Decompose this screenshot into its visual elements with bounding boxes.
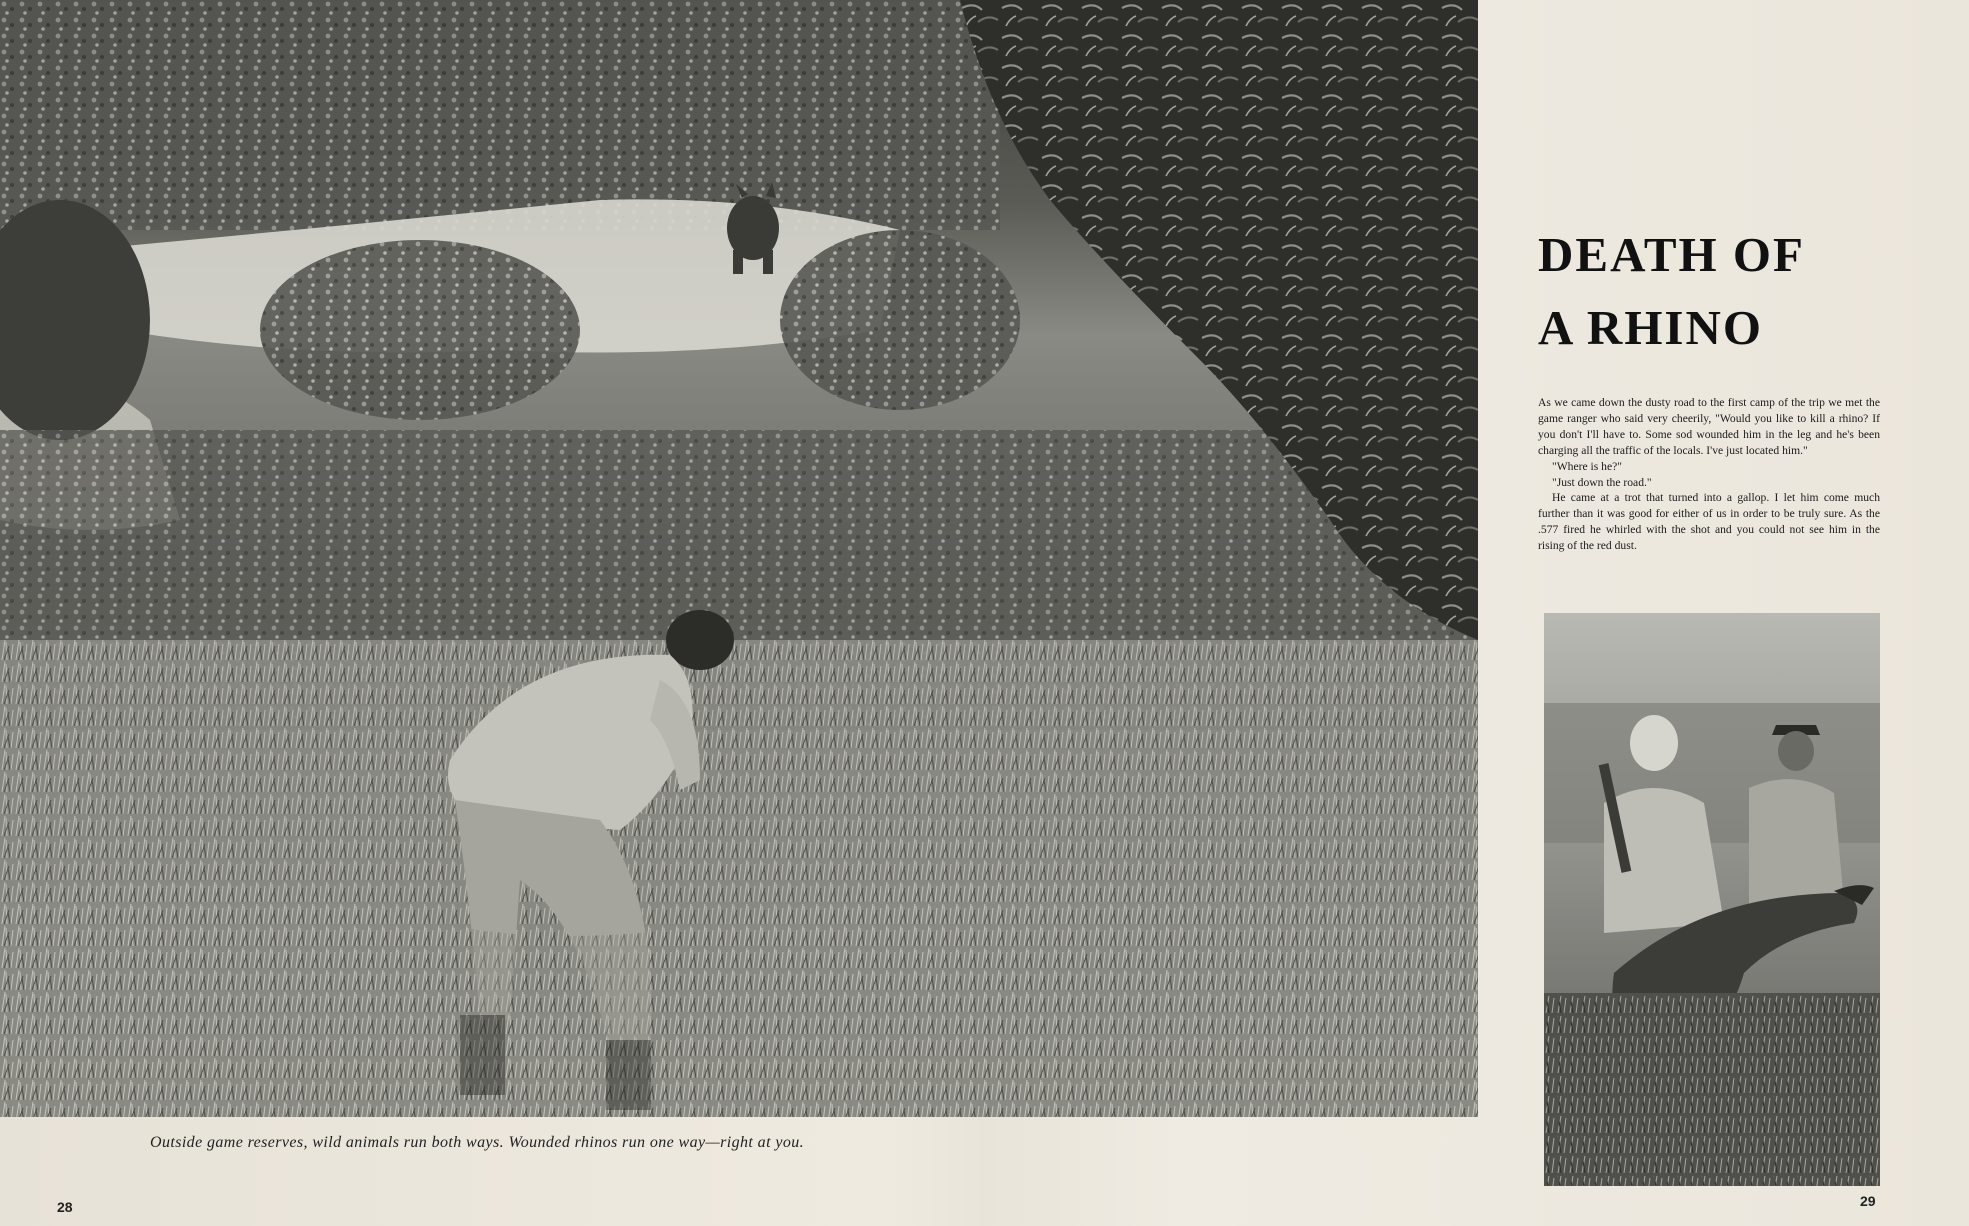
article-paragraph-1: As we came down the dusty road to the first camp of the trip we met the game ranger who said very cheerily, "Would you like to kill a rhino? If you don't I'll have to. Some sod wounded him in the leg and he's been charging all the traffic of the locals. I've just located him." (1538, 396, 1880, 457)
article-paragraph-4: He came at a trot that turned into a gallop. I let him come much further than it was good for either of us in order to be truly sure. As the .577 fired he whirled with the shot and you could not see him in the rising of the red dust. (1538, 491, 1880, 553)
article-paragraph-2: "Where is he?" (1552, 459, 1622, 473)
page-number-right: 29 (1860, 1193, 1876, 1209)
headline-line-1: DEATH OF (1538, 227, 1805, 282)
article-body (1538, 395, 1880, 554)
headline-line-2: A RHINO (1538, 300, 1764, 355)
photo-caption: Outside game reserves, wild animals run both ways. Wounded rhinos run one way—right at you. (150, 1134, 805, 1151)
page-number-left: 28 (57, 1199, 73, 1215)
article-headline (1538, 218, 1868, 364)
hunters-with-rhino-photo (1544, 613, 1880, 1186)
article-paragraph-3: "Just down the road." (1552, 475, 1652, 489)
